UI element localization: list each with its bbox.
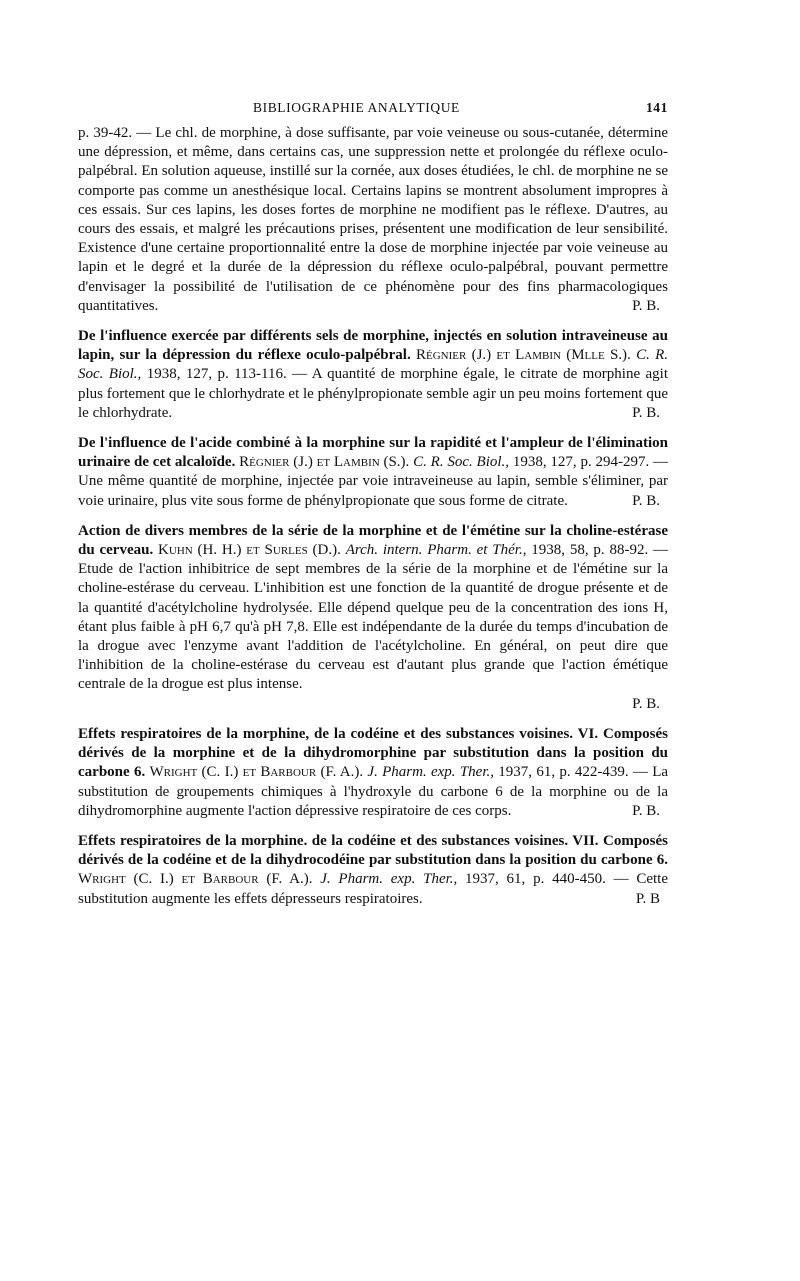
- abstract-authors: Kuhn (H. H.) et Surles (D.).: [158, 542, 341, 559]
- abstract-citation: 1938, 127, p. 294-297.: [512, 454, 650, 471]
- abstract-authors: Régnier (J.) et Lambin (Mlle S.).: [415, 347, 631, 364]
- abstract-text: — Une même quantité de morphine, injectée par voie intraveineuse au lapin, semble s'éliminer, par voie urinaire, plus vite sous forme de phénylpropionate que sous forme de citrate.: [78, 454, 669, 509]
- abstract-authors: Régnier (J.) et Lambin (S.).: [239, 454, 410, 471]
- abstract-citation: 1938, 58, p. 88-92.: [531, 542, 649, 559]
- abstract-title: Effets respiratoires de la morphine. de la codéine et des substances voisines. VII. Composés dérivés de la codéine et de la dihydrocodéine par substitution dans la position du carbone 6.: [78, 832, 668, 869]
- abstract-title: Effets respiratoires de la morphine, de la codéine et des substances voisines. VI. Composés dérivés de la morphine et de la dihydromorphine par substitution dans la position du carbone 6.: [78, 725, 668, 781]
- abstract-title: De l'influence de l'acide combiné à la morphine sur la rapidité et l'ampleur de l'élimination urinaire de cet alcaloïde.: [78, 435, 668, 471]
- abstract-authors: Wright (C. I.) et Barbour (F. A.).: [78, 871, 313, 888]
- abstract-text: p. 39-42. — Le chl. de morphine, à dose suffisante, par voie veineuse ou sous-cutanée, détermine une dépression, et même, dans certains cas, une suppression nette et prolongée du réflexe oculo-palpébral. En solution aqueuse, instillé sur la cornée, aux doses étudiées, le chl. de morphine ne se comporte pas comme un anesthésique local. Certains lapins se montrent absolument impropres à ces essais. Sur ces lapins, les doses fortes de morphine ne modifient pas le réflexe. D'autres, au cours des essais, et malgré les précautions prises, présentent une modification de leur sensibilité. Existence d'une certaine proportionnalité entre la dose de morphine injectée par voie veineuse au lapin et le degré et la durée de la dépression du réflexe oculo-palpébral, pouvant permettre d'envisager la possibilité de l'utilisation de ce phénomène pour des fins pharmacologiques quantitatives.: [78, 125, 668, 314]
- abstract-citation: 1937, 61, p. 422-439.: [498, 764, 629, 781]
- abstract-source: J. Pharm. exp. Ther.,: [367, 764, 494, 781]
- abstract-entry: [78, 434, 668, 511]
- abstract-source: J. Pharm. exp. Ther.,: [320, 871, 458, 888]
- abstract-citation: 1938, 127, p. 113-116.: [146, 366, 287, 383]
- abstract-title: De l'influence exercée par différents sels de morphine, injectés en solution intraveineuse au lapin, sur la dépression du réflexe oculo-palpébral.: [78, 328, 668, 364]
- abstract-entry: [78, 832, 668, 909]
- abstract-title: Action de divers membres de la série de la morphine et de l'émétine sur la choline-estérase du cerveau.: [78, 522, 668, 559]
- running-title: BIBLIOGRAPHIE ANALYTIQUE: [253, 100, 460, 115]
- abstract-authors: Wright (C. I.) et Barbour (F. A.).: [149, 764, 364, 781]
- abstract-signature: P. B.: [632, 695, 660, 712]
- abstract-source: C. R. Soc. Biol.,: [78, 347, 668, 383]
- abstract-entry: [78, 725, 668, 821]
- abstract-source: Arch. intern. Pharm. et Thér.,: [345, 542, 527, 559]
- abstract-entry: [78, 327, 668, 423]
- abstract-text: — Etude de l'action inhibitrice de sept membres de la série de la morphine et de l'émétine sur la choline-estérase du cerveau. L'inhibition est une fonction de la quantité de drogue présente et de la quantité d'acétylcholine hydrolysée. Elle dépend quelque peu de la concentration des ions H, étant plus faible à pH 6,7 qu'à pH 7,8. Elle est indépendante de la durée du temps d'incubation de la drogue avec l'enzyme avant l'addition de l'acétylcholine. En général, on peut dire que l'inhibition de la choline-estérase du cerveau est d'autant plus grande que l'action émétique centrale de la drogue est plus intense.: [78, 542, 669, 693]
- page-number: 141: [645, 100, 668, 115]
- running-header: [78, 100, 668, 124]
- abstract-signature: P. B.: [632, 492, 660, 509]
- document-page: [78, 100, 668, 909]
- abstract-source: C. R. Soc. Biol.,: [413, 454, 510, 471]
- abstract-signature: P. B.: [632, 297, 660, 314]
- abstract-entry: [78, 124, 668, 316]
- abstract-entry: [78, 522, 668, 695]
- abstract-signature: P. B.: [632, 802, 660, 819]
- abstract-signature: P. B: [635, 890, 660, 907]
- abstract-text: — La substitution de groupements chimiques à l'hydroxyle du carbone 6 de la morphine ou de la dihydromorphine augmente l'action dépressive respiratoire de ces corps.: [78, 764, 669, 819]
- abstract-signature: P. B.: [632, 404, 660, 421]
- abstract-text: — A quantité de morphine égale, le citrate de morphine agit plus fortement que le chlorhydrate et le phénylpropionate semble agir un peu moins fortement que le chlorhydrate.: [78, 366, 669, 421]
- abstract-citation: 1937, 61, p. 440-450.: [465, 871, 606, 888]
- abstract-text: — Cette substitution augmente les effets dépresseurs respiratoires.: [78, 871, 669, 907]
